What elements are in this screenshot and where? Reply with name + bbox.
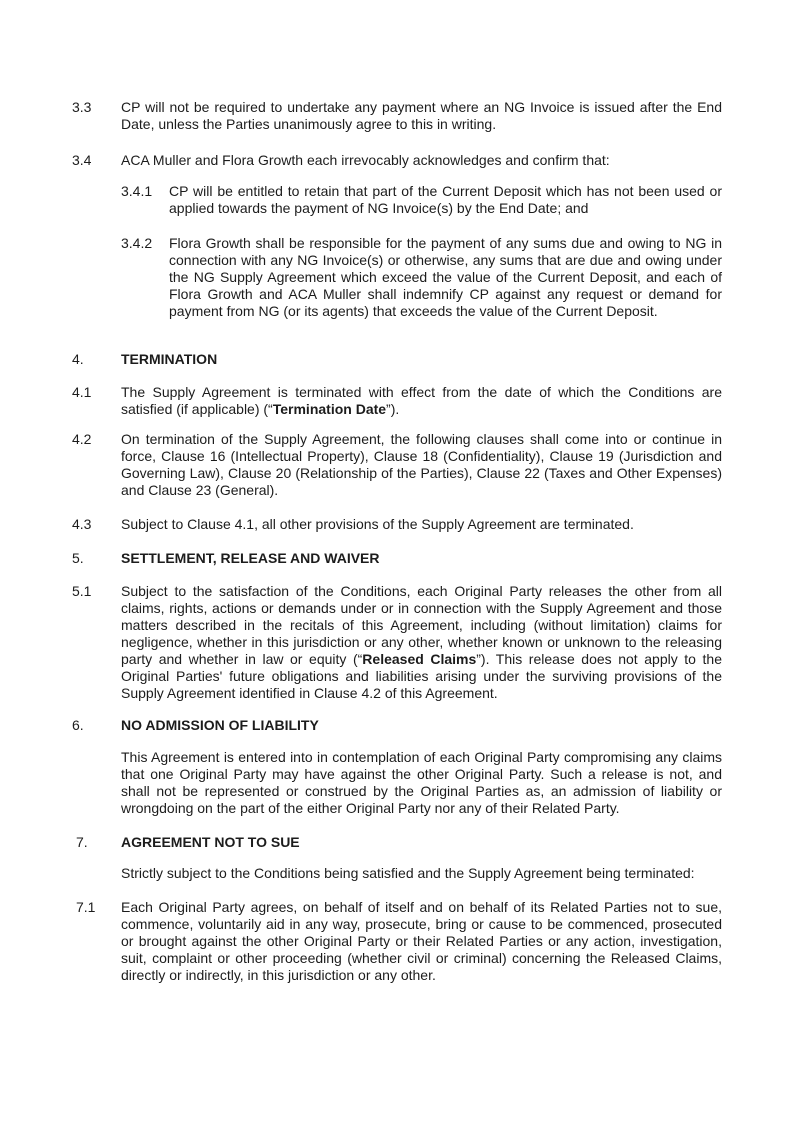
clause-number: 5.1 (72, 583, 92, 599)
clause-text: CP will not be required to undertake any payment where an NG Invoice is issued after the End Date, unless the Parties unanimously agree to this in writing. (121, 99, 722, 132)
clause-text: The Supply Agreement is terminated with effect from the date of which the Conditions are satisfied (if applicable) (“Termination Date”). (121, 384, 722, 417)
paragraph-text: This Agreement is entered into in contemplation of each Original Party compromising any claims that one Original Party may have against the other Original Party. Such a release is not, and shall not be represented or construed by the Original Parties as, an admission of liability or wrongdoing on the part of the either Original Party nor any of their Related Party. (121, 749, 722, 816)
section-number: 4. (72, 351, 84, 367)
clause-text: CP will be entitled to retain that part of the Current Deposit which has not been used or applied towards the payment of NG Invoice(s) by the End Date; and (169, 183, 722, 216)
clause-number: 4.1 (72, 384, 92, 400)
clause-3-3 (72, 99, 722, 133)
defined-term: Released Claims (362, 651, 477, 667)
clause-7-1 (76, 899, 722, 984)
clause-5-1 (72, 583, 722, 702)
clause-number: 3.4 (72, 152, 92, 168)
section-number: 6. (72, 717, 84, 733)
clause-number: 3.3 (72, 99, 92, 115)
clause-4-2 (72, 431, 722, 499)
section-title: AGREEMENT NOT TO SUE (121, 834, 300, 850)
section-heading-6 (72, 717, 722, 734)
section-heading-5 (72, 550, 722, 567)
clause-text: Flora Growth shall be responsible for the payment of any sums due and owing to NG in connection with any NG Invoice(s) or otherwise, any sums that are due and owing under the NG Supply Agreement which exceed the value of the Current Deposit, and each of Flora Growth and ACA Muller shall indemnify CP against any request or demand for payment from NG (or its agents) that exceeds the value of the Current Deposit. (169, 235, 722, 319)
clause-3-4 (72, 152, 722, 169)
clause-text: Each Original Party agrees, on behalf of itself and on behalf of its Related Parties not to sue, commence, voluntarily aid in any way, prosecute, bring or cause to be commenced, prosecuted or brought against the other Original Party or their Related Parties or any action, investigation, suit, complaint or other proceeding (whether civil or criminal) concerning the Released Claims, directly or indirectly, in this jurisdiction or any other. (121, 899, 722, 983)
clause-text: Subject to the satisfaction of the Conditions, each Original Party releases the other from all claims, rights, actions or demands under or in connection with the Supply Agreement and those matters described in the recitals of this Agreement, including (without limitation) claims for negligence, whether in this jurisdiction or any other, whether known or unknown to the releasing party and whether in law or equity (“Released Claims”). This release does not apply to the Original Parties' future obligations and liabilities arising under the surviving provisions of the Supply Agreement identified in Clause 4.2 of this Agreement. (121, 583, 722, 701)
clause-number: 4.3 (72, 516, 92, 532)
clause-text: Subject to Clause 4.1, all other provisions of the Supply Agreement are terminated. (121, 516, 634, 532)
clause-number: 4.2 (72, 431, 92, 447)
clause-number: 7.1 (76, 899, 96, 915)
paragraph-text: Strictly subject to the Conditions being satisfied and the Supply Agreement being terminated: (121, 865, 695, 881)
section-number: 5. (72, 550, 84, 566)
clause-4-1 (72, 384, 722, 418)
section-6-paragraph (121, 749, 722, 817)
clause-3-4-2 (121, 235, 722, 337)
clause-number: 3.4.1 (121, 183, 153, 199)
clause-3-4-1 (121, 183, 722, 217)
clause-4-3 (72, 516, 722, 533)
section-title: TERMINATION (121, 351, 218, 367)
clause-text: ACA Muller and Flora Growth each irrevocably acknowledges and confirm that: (121, 152, 610, 168)
section-heading-4 (72, 351, 722, 368)
section-7-paragraph (121, 865, 722, 882)
clause-number: 3.4.2 (121, 235, 153, 251)
section-heading-7 (76, 834, 722, 851)
defined-term: Termination Date (272, 401, 387, 417)
section-title: SETTLEMENT, RELEASE AND WAIVER (121, 550, 380, 566)
clause-text: On termination of the Supply Agreement, the following clauses shall come into or continue in force, Clause 16 (Intellectual Property), Clause 18 (Confidentiality), Clause 19 (Jurisdiction and Governing Law), Clause 20 (Relationship of the Parties), Clause 22 (Taxes and Other Expenses) and Clause 23 (General). (121, 431, 722, 498)
section-title: NO ADMISSION OF LIABILITY (121, 717, 319, 733)
section-number: 7. (76, 834, 88, 850)
